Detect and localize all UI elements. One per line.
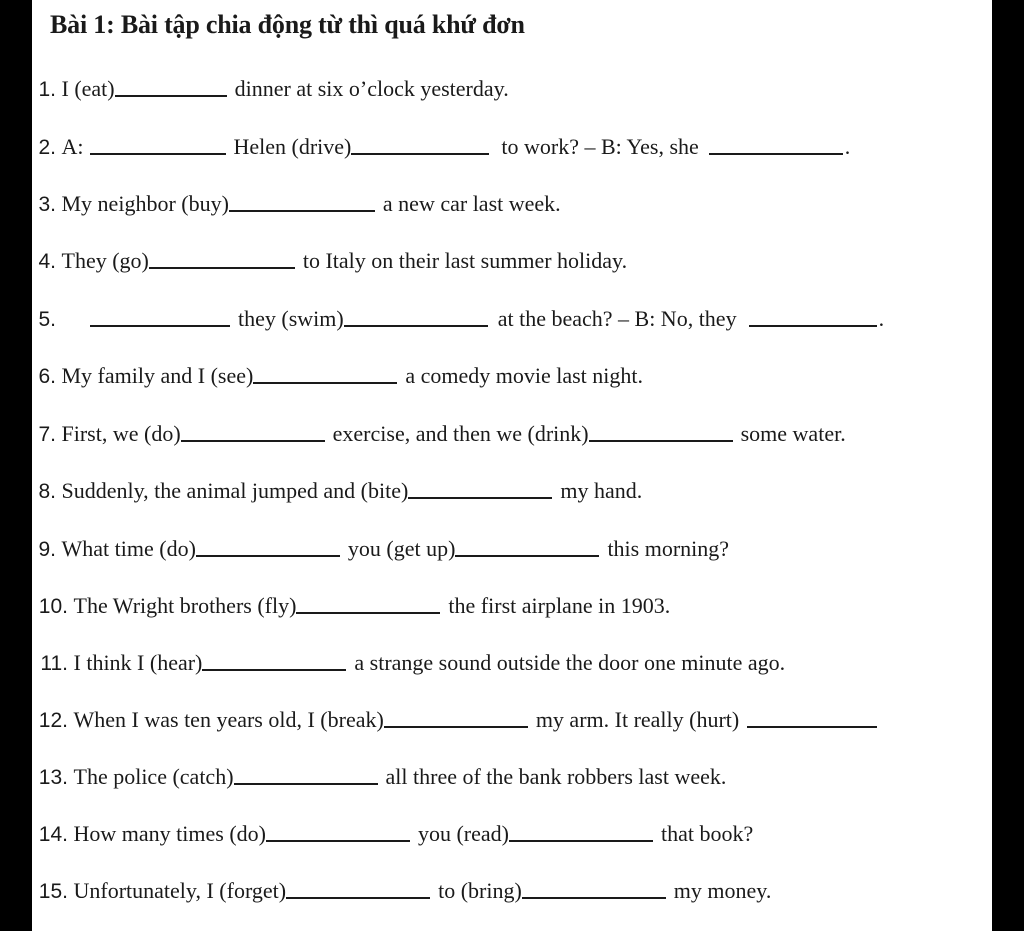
question-text: my hand. (560, 478, 643, 503)
answer-blank[interactable] (749, 325, 877, 327)
question-text: Suddenly, the animal jumped and (bite) (61, 478, 409, 503)
question-text: I think I (hear) (73, 650, 203, 675)
question-text: A: (61, 134, 84, 159)
question-2 (32, 128, 850, 160)
question-number: 1. (38, 78, 56, 101)
question-text: When I was ten years old, I (break) (73, 707, 384, 732)
question-text: . (844, 134, 851, 159)
answer-blank[interactable] (90, 325, 230, 327)
question-text: a new car last week. (382, 191, 561, 216)
question-text: all three of the bank robbers last week. (385, 764, 727, 789)
question-7 (32, 415, 846, 447)
question-text: a comedy movie last night. (405, 363, 643, 388)
answer-blank[interactable] (115, 95, 227, 97)
answer-blank[interactable] (747, 726, 877, 728)
exercise-title: Bài 1: Bài tập chia động từ thì quá khứ đơn (50, 10, 525, 39)
question-text: at the beach? – B: No, they (497, 306, 737, 331)
question-text: Helen (drive) (233, 134, 352, 159)
question-number: 5. (38, 308, 56, 331)
question-11 (32, 644, 785, 676)
question-text: The Wright brothers (fly) (73, 593, 297, 618)
answer-blank[interactable] (253, 382, 397, 384)
answer-blank[interactable] (229, 210, 375, 212)
answer-blank[interactable] (455, 555, 599, 557)
question-number: 8. (38, 480, 56, 503)
question-text: my arm. It really (hurt) (535, 707, 740, 732)
question-text: to Italy on their last summer holiday. (302, 248, 628, 273)
question-number: 3. (38, 193, 56, 216)
question-text: My family and I (see) (61, 363, 254, 388)
answer-blank[interactable] (384, 726, 528, 728)
question-text: some water. (740, 421, 846, 446)
question-15 (32, 872, 771, 904)
question-number: 10. (38, 595, 68, 618)
question-number: 15. (38, 880, 68, 903)
answer-blank[interactable] (522, 897, 666, 899)
question-text: dinner at six o’clock yesterday. (234, 76, 509, 101)
question-text: they (swim) (238, 306, 344, 331)
question-text: My neighbor (buy) (61, 191, 229, 216)
question-text: First, we (do) (61, 421, 181, 446)
question-6 (32, 357, 643, 389)
question-text: this morning? (607, 536, 730, 561)
question-number: 12. (38, 709, 68, 732)
answer-blank[interactable] (589, 440, 733, 442)
question-text: a strange sound outside the door one minute ago. (354, 650, 786, 675)
question-9 (32, 530, 729, 562)
answer-blank[interactable] (149, 267, 295, 269)
question-text: Unfortunately, I (forget) (73, 878, 287, 903)
answer-blank[interactable] (90, 153, 226, 155)
question-text: the first airplane in 1903. (448, 593, 671, 618)
question-text: you (get up) (347, 536, 456, 561)
answer-blank[interactable] (344, 325, 488, 327)
question-text: The police (catch) (73, 764, 234, 789)
question-text: to (bring) (438, 878, 522, 903)
question-text: . (878, 306, 885, 331)
question-10 (32, 587, 670, 619)
question-number: 4. (38, 250, 56, 273)
answer-blank[interactable] (709, 153, 843, 155)
question-12 (32, 701, 877, 733)
question-number: 11. (40, 652, 68, 675)
question-13 (32, 758, 726, 790)
answer-blank[interactable] (234, 783, 378, 785)
answer-blank[interactable] (202, 669, 346, 671)
answer-blank[interactable] (351, 153, 489, 155)
question-text: What time (do) (61, 536, 196, 561)
question-number: 2. (38, 136, 56, 159)
question-number: 6. (38, 365, 56, 388)
question-8 (32, 472, 642, 504)
question-text: you (read) (417, 821, 509, 846)
answer-blank[interactable] (408, 497, 552, 499)
worksheet-page (32, 0, 992, 931)
question-text: to work? – B: Yes, she (501, 134, 699, 159)
answer-blank[interactable] (509, 840, 653, 842)
question-3 (32, 185, 561, 217)
answer-blank[interactable] (181, 440, 325, 442)
question-4 (32, 242, 627, 274)
answer-blank[interactable] (266, 840, 410, 842)
question-number: 13. (38, 766, 68, 789)
answer-blank[interactable] (296, 612, 440, 614)
question-number: 7. (38, 423, 56, 446)
question-5 (32, 300, 884, 332)
question-text: my money. (673, 878, 772, 903)
question-text: How many times (do) (73, 821, 266, 846)
question-text: They (go) (61, 248, 149, 273)
question-text: exercise, and then we (drink) (332, 421, 589, 446)
answer-blank[interactable] (286, 897, 430, 899)
question-14 (32, 815, 753, 847)
answer-blank[interactable] (196, 555, 340, 557)
question-number: 14. (38, 823, 68, 846)
question-number: 9. (38, 538, 56, 561)
question-text: I (eat) (61, 76, 115, 101)
question-1 (32, 70, 509, 102)
question-text: that book? (660, 821, 754, 846)
